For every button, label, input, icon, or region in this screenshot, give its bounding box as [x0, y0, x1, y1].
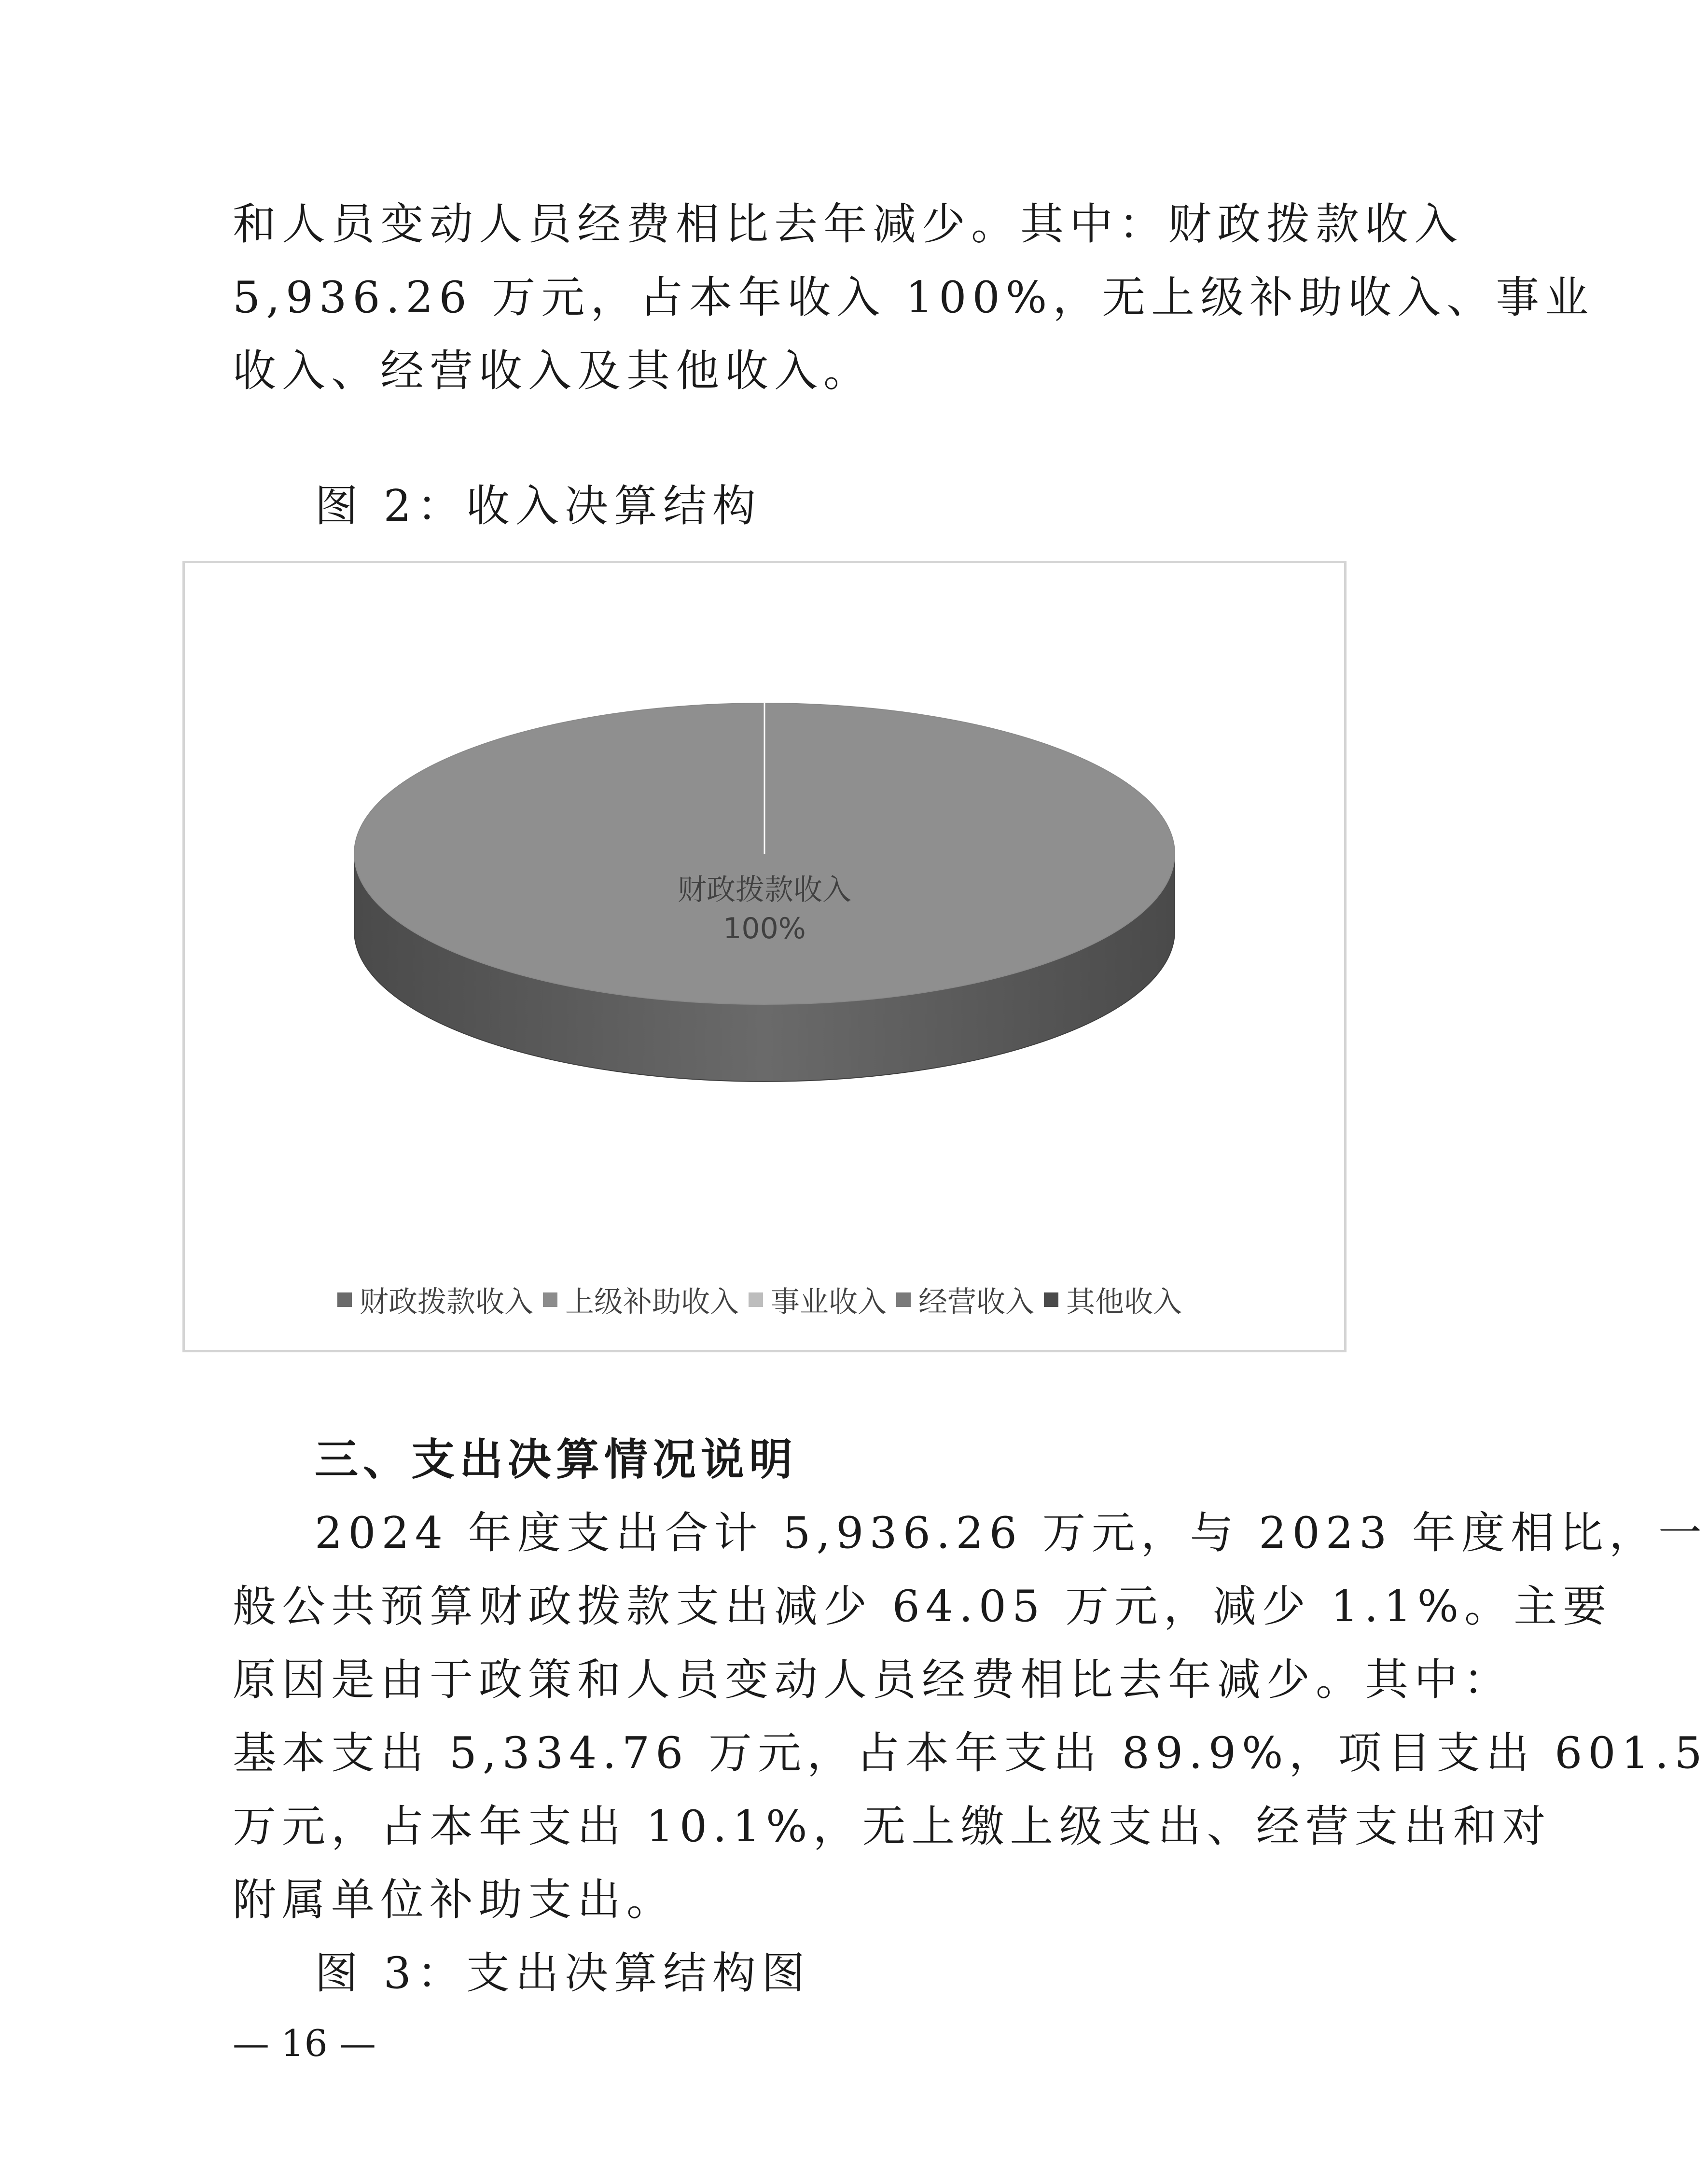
legend-label-5: 其他收入: [1066, 1285, 1182, 1319]
paragraph-2-line-1: 2024 年度支出合计 5,936.26 万元，与 2023 年度相比，一: [315, 1508, 1708, 1558]
legend-item-4: [896, 1279, 1034, 1320]
legend-swatch-2: [543, 1292, 557, 1307]
legend-label-4: 经营收入: [918, 1285, 1034, 1319]
figure-2-caption: 图 2：收入决算结构: [315, 481, 762, 531]
paragraph-2-line-5: 万元，占本年支出 10.1%，无上缴上级支出、经营支出和对: [233, 1801, 1552, 1852]
section-3-heading: 三、支出决算情况说明: [315, 1434, 797, 1485]
legend-swatch-4: [896, 1292, 911, 1307]
paragraph-2-line-4: 基本支出 5,334.76 万元，占本年支出 89.9%，项目支出 601.5: [233, 1728, 1708, 1778]
legend-label-3: 事业收入: [771, 1285, 887, 1319]
paragraph-2-line-6: 附属单位补助支出。: [233, 1875, 676, 1925]
paragraph-2-line-2: 般公共预算财政拨款支出减少 64.05 万元，减少 1.1%。主要: [233, 1581, 1612, 1632]
data-label-value-1: 100%: [723, 912, 806, 945]
paragraph-1-line-3: 收入、经营收入及其他收入。: [233, 346, 873, 396]
pie-chart-svg: [185, 563, 1344, 1350]
legend-label-1: 财政拨款收入: [360, 1285, 533, 1319]
legend-item-1: [337, 1279, 533, 1320]
page-number: — 16 —: [233, 2022, 376, 2065]
legend-label-2: 上级补助收入: [565, 1285, 739, 1319]
figure-3-caption: 图 3：支出决算结构图: [315, 1948, 811, 1999]
legend-swatch-5: [1044, 1292, 1058, 1307]
paragraph-2-line-3: 原因是由于政策和人员变动人员经费相比去年减少。其中：: [233, 1654, 1513, 1705]
legend-item-2: [543, 1279, 739, 1320]
data-label-category-1: 财政拨款收入: [678, 873, 851, 907]
paragraph-1-line-2: 5,936.26 万元，占本年收入 100%，无上级补助收入、事业: [233, 272, 1595, 323]
income-structure-chart: [182, 561, 1347, 1352]
legend-item-3: [749, 1279, 887, 1320]
legend-swatch-3: [749, 1292, 763, 1307]
chart-legend: [185, 1280, 1344, 1319]
paragraph-1-line-1: 和人员变动人员经费相比去年减少。其中：财政拨款收入: [233, 199, 1463, 250]
legend-item-5: [1044, 1279, 1182, 1320]
legend-swatch-1: [337, 1292, 352, 1307]
